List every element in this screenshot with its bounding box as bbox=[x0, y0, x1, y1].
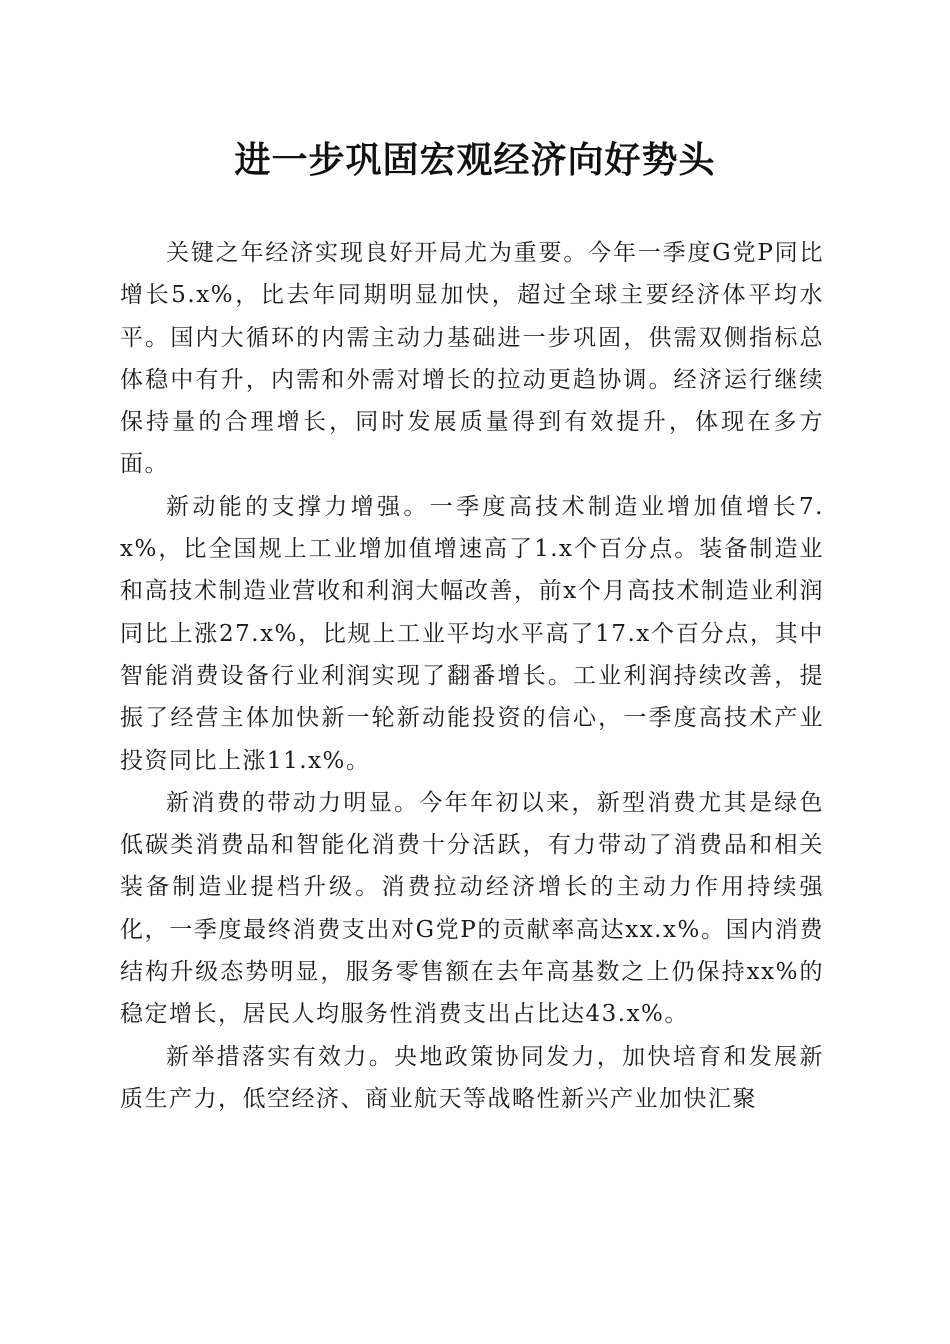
document-body bbox=[120, 232, 824, 1120]
paragraph: 新举措落实有效力。央地政策协同发力，加快培育和发展新质生产力，低空经济、商业航天等战略性新兴产业加快汇聚 bbox=[120, 1043, 824, 1112]
paragraph: 新消费的带动力明显。今年年初以来，新型消费尤其是绿色低碳类消费品和智能化消费十分活跃，有力带动了消费品和相关装备制造业提档升级。消费拉动经济增长的主动力作用持续强化，一季度最终消费支出对G党P的贡献率高达xx.x%。国内消费结构升级态势明显，服务零售额在去年高基数之上仍保持xx%的稳定增长，居民人均服务性消费支出占比达43.x%。 bbox=[120, 789, 824, 1028]
paragraph: 新动能的支撑力增强。一季度高技术制造业增加值增长7.x%，比全国规上工业增加值增速高了1.x个百分点。装备制造业和高技术制造业营收和利润大幅改善，前x个月高技术制造业利润同比上涨27.x%，比规上工业平均水平高了17.x个百分点，其中智能消费设备行业利润实现了翻番增长。工业利润持续改善，提振了经营主体加快新一轮新动能投资的信心，一季度高技术产业投资同比上涨11.x%。 bbox=[120, 493, 824, 774]
document-title: 进一步巩固宏观经济向好势头 bbox=[234, 139, 716, 181]
paragraph: 关键之年经济实现良好开局尤为重要。今年一季度G党P同比增长5.x%，比去年同期明显加快，超过全球主要经济体平均水平。国内大循环的内需主动力基础进一步巩固，供需双侧指标总体稳中有升，内需和外需对增长的拉动更趋协调。经济运行继续保持量的合理增长，同时发展质量得到有效提升，体现在多方面。 bbox=[120, 240, 824, 478]
